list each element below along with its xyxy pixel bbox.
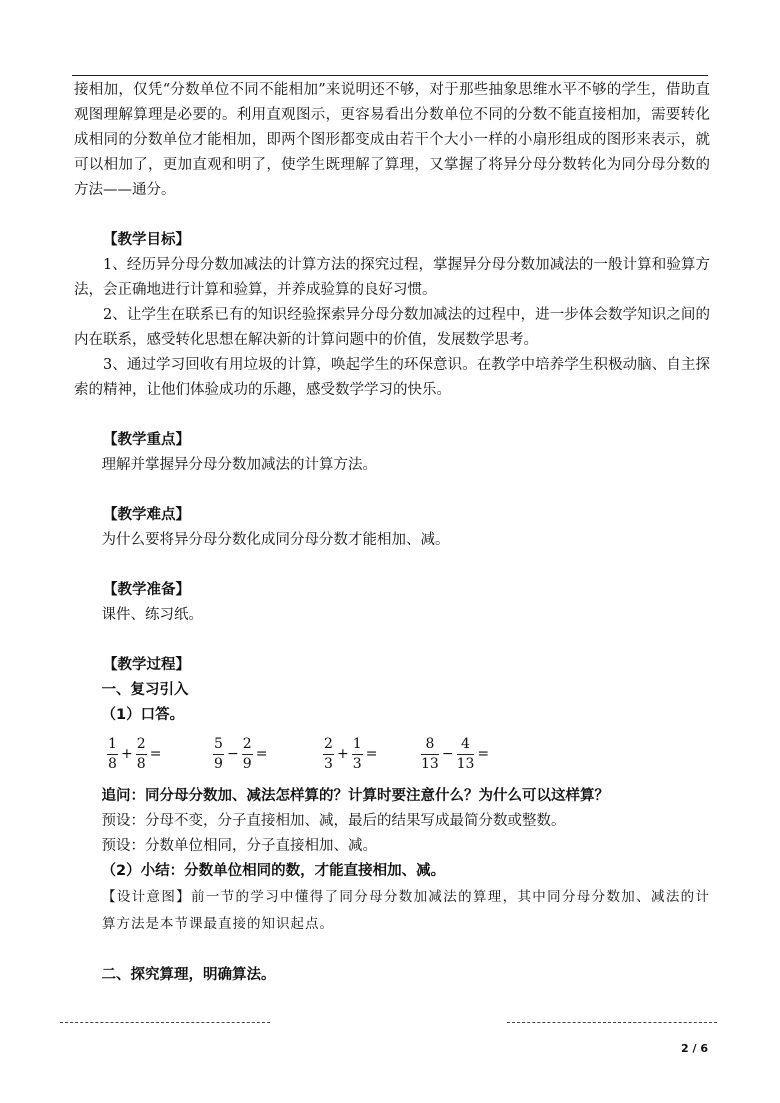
oral-answer-label: （1）口答。 bbox=[101, 707, 185, 723]
preset-answer-1: 预设：分母不变，分子直接相加、减，最后的结果写成最简分数或整数。 bbox=[101, 813, 566, 829]
goal-item-2: 2、让学生在联系已有的知识经验探索异分母分数加减法的过程中，进一步体会数学知识之间的内在联系，感受转化思想在解决新的计算问题中的价值，发展数学思考。 bbox=[74, 307, 710, 348]
key-points-text: 理解并掌握异分母分数加减法的计算方法。 bbox=[101, 457, 378, 473]
prep-text: 课件、练习纸。 bbox=[101, 607, 204, 623]
exercise-4: $\frac{8}{13}$ − $\frac{4}{13}$ = bbox=[421, 735, 490, 772]
footer-divider-right bbox=[507, 1022, 717, 1023]
design-intent-note: 【设计意图】前一节的学习中懂得了同分母分数加减法的算理，其中同分母分数加、减法的计算方法是本节课最直接的知识起点。 bbox=[102, 889, 710, 932]
exercise-3: $\frac{2}{3}$ + $\frac{1}{3}$ = bbox=[324, 735, 378, 772]
intro-paragraph: 接相加，仅凭“分数单位不同不能相加”来说明还不够，对于那些抽象思维水平不够的学生，借助直观图理解算理是必要的。利用直观图示，更容易看出分数单位不同的分数不能直接相加，需要转化成相同的分数单位才能相加，即两个图形都变成由若干个大小一样的小扇形组成的图形来表示，就可以相加了，更加直观和明了，使学生既理解了算理，又掌握了将异分母分数转化为同分母分数的方法——通分。 bbox=[74, 82, 710, 198]
goals-heading: 【教学目标】 bbox=[103, 232, 190, 248]
process-heading: 【教学过程】 bbox=[103, 657, 190, 673]
preset-answer-2: 预设：分数单位相同，分子直接相加、减。 bbox=[101, 838, 378, 854]
follow-up-question: 追问：同分母分数加、减法怎样算的？计算时要注意什么？为什么可以这样算？ bbox=[101, 788, 610, 804]
page-number: 2 / 6 bbox=[681, 1042, 708, 1055]
difficulty-text: 为什么要将异分母分数化成同分母分数才能相加、减。 bbox=[101, 532, 450, 548]
difficulty-heading: 【教学难点】 bbox=[103, 507, 190, 523]
summary: （2）小结：分数单位相同的数，才能直接相加、减。 bbox=[101, 863, 446, 879]
exercise-2: $\frac{5}{9}$ − $\frac{2}{9}$ = bbox=[214, 735, 268, 772]
fraction-exercises bbox=[74, 732, 710, 780]
footer-divider-left bbox=[60, 1022, 270, 1023]
header-rule bbox=[72, 75, 708, 76]
section-2-title: 二、探究算理，明确算法。 bbox=[101, 967, 276, 983]
key-points-heading: 【教学重点】 bbox=[103, 432, 190, 448]
exercise-1: $\frac{1}{8}$ + $\frac{2}{8}$ = bbox=[108, 735, 162, 772]
section-1-title: 一、复习引入 bbox=[101, 682, 189, 698]
document-body bbox=[74, 78, 710, 988]
goal-item-1: 1、经历异分母分数加减法的计算方法的探究过程，掌握异分母分数加减法的一般计算和验算方法，会正确地进行计算和验算，并养成验算的良好习惯。 bbox=[74, 257, 710, 298]
goal-item-3: 3、通过学习回收有用垃圾的计算，唤起学生的环保意识。在教学中培养学生积极动脑、自主探索的精神，让他们体验成功的乐趣，感受数学学习的快乐。 bbox=[74, 357, 710, 398]
prep-heading: 【教学准备】 bbox=[103, 582, 190, 598]
